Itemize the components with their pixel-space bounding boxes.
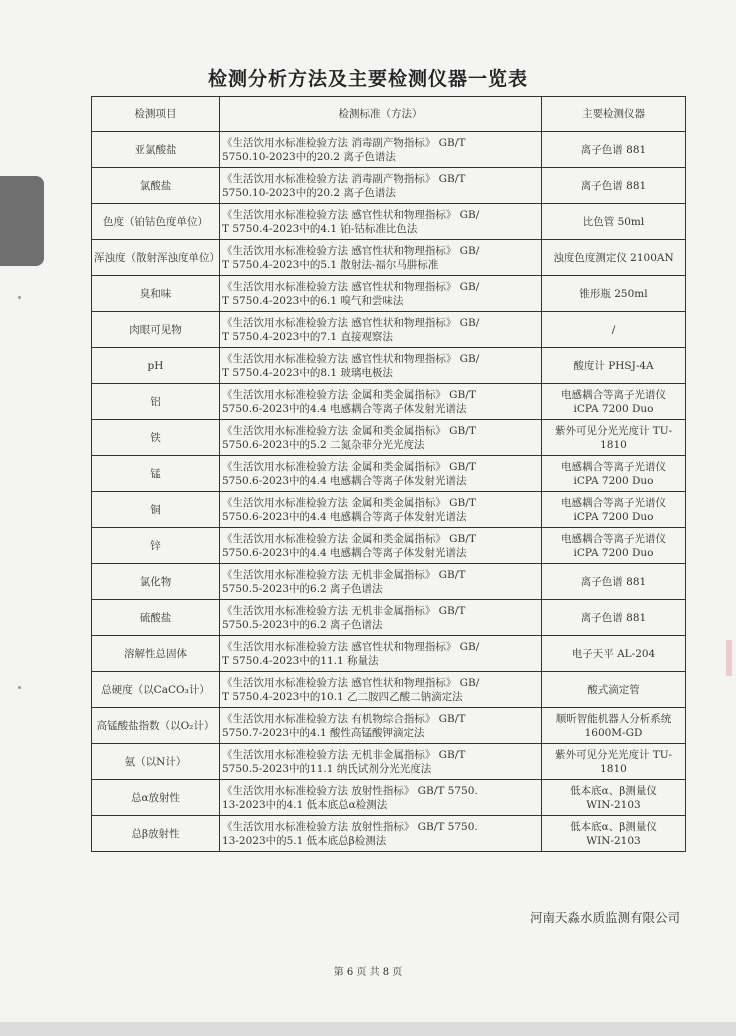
test-instrument bbox=[542, 420, 686, 456]
test-instrument bbox=[542, 600, 686, 636]
test-standard bbox=[220, 456, 542, 492]
instrument-line-1: 离子色谱 881 bbox=[580, 179, 647, 192]
instrument-line-2: 1810 bbox=[600, 762, 627, 775]
test-instrument bbox=[542, 708, 686, 744]
standard-line-1: 《生活饮用水标准检验方法 感官性状和物理指标》 GB/ bbox=[222, 316, 480, 329]
instrument-line-2: 1810 bbox=[600, 438, 627, 451]
test-instrument bbox=[542, 744, 686, 780]
table-row bbox=[92, 420, 686, 456]
table-row bbox=[92, 132, 686, 168]
scan-speck bbox=[18, 296, 21, 299]
table-row bbox=[92, 636, 686, 672]
test-item: 氨（以N计） bbox=[92, 744, 220, 780]
standard-line-2: 5750.6-2023中的5.2 二氮杂菲分光光度法 bbox=[222, 438, 425, 451]
table-row bbox=[92, 240, 686, 276]
test-instrument bbox=[542, 240, 686, 276]
instrument-line-1: 离子色谱 881 bbox=[580, 575, 647, 588]
instrument-line-1: 低本底α、β测量仪 bbox=[570, 820, 657, 833]
table-row bbox=[92, 384, 686, 420]
test-item: 总硬度（以CaCO₃计） bbox=[92, 672, 220, 708]
test-item: 锌 bbox=[92, 528, 220, 564]
test-instrument bbox=[542, 528, 686, 564]
test-standard bbox=[220, 240, 542, 276]
table-row bbox=[92, 312, 686, 348]
test-standard bbox=[220, 708, 542, 744]
test-item: 锰 bbox=[92, 456, 220, 492]
standard-line-1: 《生活饮用水标准检验方法 放射性指标》 GB/T 5750. bbox=[222, 820, 478, 833]
test-item: pH bbox=[92, 348, 220, 384]
test-instrument bbox=[542, 348, 686, 384]
test-instrument bbox=[542, 276, 686, 312]
instrument-line-1: 电感耦合等离子光谱仪 bbox=[561, 532, 666, 545]
page-number: 第 6 页 共 8 页 bbox=[333, 967, 403, 978]
scan-edge-tab bbox=[0, 176, 44, 266]
test-instrument bbox=[542, 672, 686, 708]
stamp-edge-mark bbox=[726, 640, 732, 676]
standard-line-1: 《生活饮用水标准检验方法 有机物综合指标》 GB/T bbox=[222, 712, 466, 725]
standard-line-2: 5750.6-2023中的4.4 电感耦合等离子体发射光谱法 bbox=[222, 474, 467, 487]
standard-line-1: 《生活饮用水标准检验方法 金属和类金属指标》 GB/T bbox=[222, 532, 476, 545]
test-item: 肉眼可见物 bbox=[92, 312, 220, 348]
standard-line-2: T 5750.4-2023中的7.1 直接观察法 bbox=[222, 330, 393, 343]
standard-line-1: 《生活饮用水标准检验方法 感官性状和物理指标》 GB/ bbox=[222, 208, 480, 221]
test-item: 总β放射性 bbox=[92, 816, 220, 852]
standard-line-1: 《生活饮用水标准检验方法 无机非金属指标》 GB/T bbox=[222, 748, 466, 761]
table-row bbox=[92, 456, 686, 492]
test-item: 氯化物 bbox=[92, 564, 220, 600]
standard-line-2: T 5750.4-2023中的8.1 玻璃电极法 bbox=[222, 366, 393, 379]
table-row bbox=[92, 744, 686, 780]
test-instrument bbox=[542, 816, 686, 852]
scan-bottom-bar bbox=[0, 1022, 736, 1036]
instrument-line-1: 离子色谱 881 bbox=[580, 611, 647, 624]
standard-line-1: 《生活饮用水标准检验方法 放射性指标》 GB/T 5750. bbox=[222, 784, 478, 797]
test-item: 总α放射性 bbox=[92, 780, 220, 816]
table-row bbox=[92, 708, 686, 744]
test-item: 浑浊度（散射浑浊度单位） bbox=[92, 240, 220, 276]
test-item: 铁 bbox=[92, 420, 220, 456]
standard-line-2: 5750.5-2023中的11.1 纳氏试剂分光光度法 bbox=[222, 762, 432, 775]
document-title: 检测分析方法及主要检测仪器一览表 bbox=[207, 68, 528, 90]
table-header-row bbox=[92, 97, 686, 132]
test-instrument bbox=[542, 132, 686, 168]
table-row bbox=[92, 348, 686, 384]
test-standard bbox=[220, 780, 542, 816]
instrument-line-2: 1600M-GD bbox=[584, 726, 643, 739]
standard-line-1: 《生活饮用水标准检验方法 感官性状和物理指标》 GB/ bbox=[222, 280, 480, 293]
instrument-line-1: 紫外可见分光光度计 TU- bbox=[554, 424, 673, 437]
instrument-line-1: 浊度色度测定仪 2100AN bbox=[553, 251, 674, 264]
instrument-line-1: 酸度计 PHSJ-4A bbox=[573, 359, 654, 372]
instrument-line-2: WIN-2103 bbox=[586, 834, 641, 847]
table-row bbox=[92, 672, 686, 708]
standard-line-2: 13-2023中的5.1 低本底总β检测法 bbox=[222, 834, 387, 847]
standard-line-2: 13-2023中的4.1 低本底总α检测法 bbox=[222, 798, 388, 811]
instrument-line-1: 电子天平 AL-204 bbox=[571, 647, 656, 660]
table-row bbox=[92, 276, 686, 312]
instrument-line-2: iCPA 7200 Duo bbox=[573, 510, 654, 523]
test-standard bbox=[220, 636, 542, 672]
table-row bbox=[92, 528, 686, 564]
table-row bbox=[92, 600, 686, 636]
test-instrument bbox=[542, 384, 686, 420]
instrument-line-1: 比色管 50ml bbox=[582, 215, 645, 228]
table-row bbox=[92, 564, 686, 600]
instrument-line-1: 低本底α、β测量仪 bbox=[570, 784, 657, 797]
test-standard bbox=[220, 528, 542, 564]
standard-line-1: 《生活饮用水标准检验方法 无机非金属指标》 GB/T bbox=[222, 604, 466, 617]
test-instrument bbox=[542, 780, 686, 816]
standard-line-2: T 5750.4-2023中的4.1 铂-钴标准比色法 bbox=[222, 222, 418, 235]
test-item: 臭和味 bbox=[92, 276, 220, 312]
test-standard bbox=[220, 276, 542, 312]
test-standard bbox=[220, 672, 542, 708]
test-item: 亚氯酸盐 bbox=[92, 132, 220, 168]
test-standard bbox=[220, 204, 542, 240]
test-item: 铝 bbox=[92, 384, 220, 420]
instrument-line-2: iCPA 7200 Duo bbox=[573, 546, 654, 559]
instrument-line-1: 酸式滴定管 bbox=[587, 683, 640, 696]
test-instrument bbox=[542, 564, 686, 600]
table-row bbox=[92, 204, 686, 240]
test-standard bbox=[220, 564, 542, 600]
test-item: 溶解性总固体 bbox=[92, 636, 220, 672]
standard-line-2: T 5750.4-2023中的10.1 乙二胺四乙酸二钠滴定法 bbox=[222, 690, 463, 703]
standard-line-1: 《生活饮用水标准检验方法 消毒副产物指标》 GB/T bbox=[222, 172, 466, 185]
test-item: 高锰酸盐指数（以O₂计） bbox=[92, 708, 220, 744]
test-standard bbox=[220, 600, 542, 636]
standard-line-1: 《生活饮用水标准检验方法 消毒副产物指标》 GB/T bbox=[222, 136, 466, 149]
standard-line-1: 《生活饮用水标准检验方法 感官性状和物理指标》 GB/ bbox=[222, 352, 480, 365]
instrument-line-1: 电感耦合等离子光谱仪 bbox=[561, 496, 666, 509]
test-standard bbox=[220, 312, 542, 348]
table-row bbox=[92, 780, 686, 816]
test-item: 色度（铂钴色度单位） bbox=[92, 204, 220, 240]
instrument-line-1: 电感耦合等离子光谱仪 bbox=[561, 460, 666, 473]
instrument-line-2: iCPA 7200 Duo bbox=[573, 474, 654, 487]
instrument-line-2: iCPA 7200 Duo bbox=[573, 402, 654, 415]
standard-line-2: 5750.6-2023中的4.4 电感耦合等离子体发射光谱法 bbox=[222, 546, 467, 559]
test-standard bbox=[220, 168, 542, 204]
test-instrument bbox=[542, 312, 686, 348]
standard-line-2: 5750.7-2023中的4.1 酸性高锰酸钾滴定法 bbox=[222, 726, 425, 739]
standard-line-1: 《生活饮用水标准检验方法 金属和类金属指标》 GB/T bbox=[222, 460, 476, 473]
test-item: 硫酸盐 bbox=[92, 600, 220, 636]
test-item: 氯酸盐 bbox=[92, 168, 220, 204]
test-instrument bbox=[542, 636, 686, 672]
standard-line-1: 《生活饮用水标准检验方法 感官性状和物理指标》 GB/ bbox=[222, 244, 480, 257]
header-item: 检测项目 bbox=[92, 97, 220, 132]
standard-line-1: 《生活饮用水标准检验方法 感官性状和物理指标》 GB/ bbox=[222, 640, 480, 653]
standard-line-1: 《生活饮用水标准检验方法 无机非金属指标》 GB/T bbox=[222, 568, 466, 581]
test-instrument bbox=[542, 456, 686, 492]
test-standard bbox=[220, 132, 542, 168]
test-standard bbox=[220, 816, 542, 852]
standard-line-2: T 5750.4-2023中的6.1 嗅气和尝味法 bbox=[222, 294, 404, 307]
test-standard bbox=[220, 744, 542, 780]
scan-speck bbox=[18, 686, 21, 689]
standard-line-2: 5750.5-2023中的6.2 离子色谱法 bbox=[222, 582, 383, 595]
standard-line-1: 《生活饮用水标准检验方法 金属和类金属指标》 GB/T bbox=[222, 424, 476, 437]
table-row bbox=[92, 816, 686, 852]
instrument-line-1: 电感耦合等离子光谱仪 bbox=[561, 388, 666, 401]
methods-table bbox=[91, 96, 686, 852]
instrument-line-2: WIN-2103 bbox=[586, 798, 641, 811]
test-standard bbox=[220, 420, 542, 456]
standard-line-1: 《生活饮用水标准检验方法 金属和类金属指标》 GB/T bbox=[222, 388, 476, 401]
instrument-line-1: / bbox=[611, 323, 616, 336]
standard-line-2: 5750.10-2023中的20.2 离子色谱法 bbox=[222, 186, 396, 199]
test-standard bbox=[220, 492, 542, 528]
standard-line-2: 5750.6-2023中的4.4 电感耦合等离子体发射光谱法 bbox=[222, 402, 467, 415]
standard-line-1: 《生活饮用水标准检验方法 感官性状和物理指标》 GB/ bbox=[222, 676, 480, 689]
test-instrument bbox=[542, 492, 686, 528]
standard-line-2: T 5750.4-2023中的5.1 散射法-福尔马肼标准 bbox=[222, 258, 439, 271]
standard-line-2: 5750.6-2023中的4.4 电感耦合等离子体发射光谱法 bbox=[222, 510, 467, 523]
test-standard bbox=[220, 384, 542, 420]
standard-line-2: T 5750.4-2023中的11.1 称量法 bbox=[222, 654, 379, 667]
header-instrument: 主要检测仪器 bbox=[542, 97, 686, 132]
standard-line-2: 5750.10-2023中的20.2 离子色谱法 bbox=[222, 150, 396, 163]
company-name: 河南天淼水质监测有限公司 bbox=[529, 910, 680, 925]
instrument-line-1: 紫外可见分光光度计 TU- bbox=[554, 748, 673, 761]
table-row bbox=[92, 492, 686, 528]
table-row bbox=[92, 168, 686, 204]
test-instrument bbox=[542, 168, 686, 204]
instrument-line-1: 离子色谱 881 bbox=[580, 143, 647, 156]
test-instrument bbox=[542, 204, 686, 240]
test-item: 铜 bbox=[92, 492, 220, 528]
test-standard bbox=[220, 348, 542, 384]
standard-line-1: 《生活饮用水标准检验方法 金属和类金属指标》 GB/T bbox=[222, 496, 476, 509]
instrument-line-1: 锥形瓶 250ml bbox=[579, 287, 648, 300]
header-standard: 检测标准（方法） bbox=[220, 97, 542, 132]
instrument-line-1: 顺昕智能机器人分析系统 bbox=[555, 712, 672, 725]
standard-line-2: 5750.5-2023中的6.2 离子色谱法 bbox=[222, 618, 383, 631]
